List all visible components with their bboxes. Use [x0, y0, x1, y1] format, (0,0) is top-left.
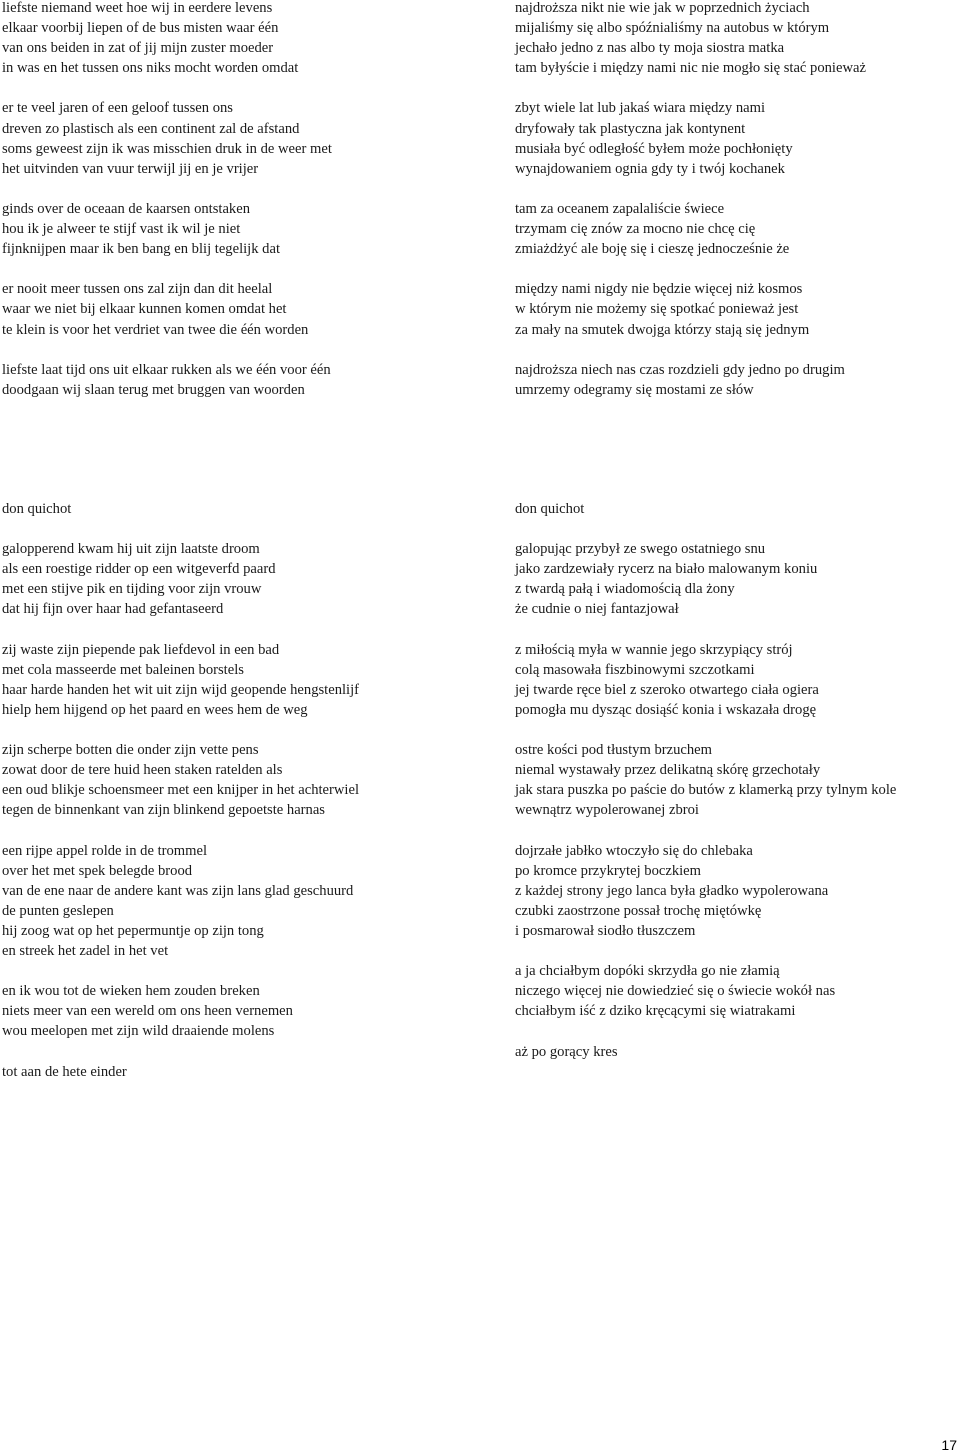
verse-line: i posmarował siodło tłuszczem [515, 922, 696, 939]
verse-line: pomogła mu dysząc dosiąść konia i wskazała drogę [515, 701, 817, 718]
verse-line: tot aan de hete einder [2, 1063, 127, 1080]
verse-line: met cola masseerde met baleinen borstels [2, 661, 244, 678]
verse-line: niemal wystawały przez delikatną skórę grzechotały [515, 762, 821, 779]
verse-line: czubki zaostrzone possał trochę miętówkę [515, 902, 762, 919]
verse-line: jechało jedno z nas albo ty moja siostra matka [515, 40, 785, 57]
verse-line: niczego więcej nie dowiedzieć się o świecie wokół nas [515, 983, 836, 1000]
verse-line: het uitvinden van vuur terwijl jij en je vrijer [2, 160, 259, 177]
verse-line: hou ik je alweer te stijf vast ik wil je niet [2, 221, 241, 238]
verse-line: galopując przybył ze swego ostatniego snu [515, 541, 766, 558]
verse-line: ginds over de oceaan de kaarsen ontstaken [2, 200, 250, 217]
stanza [515, 740, 955, 820]
verse-line: elkaar voorbij liepen of de bus misten waar één [2, 20, 279, 37]
verse-line: als een roestige ridder op een witgeverfd paard [2, 561, 276, 578]
verse-line: zowat door de tere huid heen staken ratelden als [2, 762, 283, 779]
verse-line: te klein is voor het verdriet van twee die één worden [2, 321, 309, 338]
verse-line: jako zardzewiały rycerz na biało malowanym koniu [515, 561, 818, 578]
verse-line: de punten geslepen [2, 902, 114, 919]
verse-line: hielp hem hijgend op het paard en wees hem de weg [2, 701, 308, 718]
verse-line: że cudnie o niej fantazjował [515, 601, 679, 618]
stanza [515, 1042, 955, 1062]
stanza [2, 98, 472, 178]
verse-line: wynajdowaniem ognia gdy ty i twój kochanek [515, 160, 785, 177]
verse-line: zmiażdżyć ale boję się i cieszę jednocześnie że [515, 241, 790, 258]
verse-line: trzymam cię znów za mocno nie chcę cię [515, 221, 756, 238]
verse-line: najdroższa nikt nie wie jak w poprzednich życiach [515, 0, 810, 16]
verse-line: een rijpe appel rolde in de trommel [2, 842, 208, 859]
stanza [2, 360, 472, 400]
poem1-polish-column [515, 0, 955, 420]
stanza [2, 539, 472, 619]
stanza [2, 279, 472, 339]
verse-line: a ja chciałbym dopóki skrzydła go nie złamią [515, 963, 780, 980]
verse-line: colą masowała fiszbinowymi szczotkami [515, 661, 755, 678]
verse-line: między nami nigdy nie będzie więcej niż kosmos [515, 281, 803, 298]
verse-line: po kromce przykrytej boczkiem [515, 862, 701, 879]
verse-line: zbyt wiele lat lub jakaś wiara między nami [515, 100, 766, 117]
verse-line: galopperend kwam hij uit zijn laatste droom [2, 541, 260, 558]
stanza [515, 0, 955, 78]
verse-line: niets meer van een wereld om ons heen vernemen [2, 1003, 293, 1020]
stanza [515, 98, 955, 178]
poem2-polish-column [515, 499, 955, 1082]
verse-line: tam za oceanem zapalaliście świece [515, 200, 725, 217]
verse-line: dat hij fijn over haar had gefantaseerd [2, 601, 224, 618]
stanza [2, 981, 472, 1041]
verse-line: liefste laat tijd ons uit elkaar rukken als we één voor één [2, 361, 331, 378]
verse-line: in was en het tussen ons niks mocht worden omdat [2, 60, 299, 77]
verse-line: waar we niet bij elkaar kunnen komen omdat het [2, 301, 287, 318]
verse-line: haar harde handen het wit uit zijn wijd geopende hengstenlijf [2, 681, 360, 698]
stanza [515, 961, 955, 1021]
poem2-dutch-column [2, 499, 472, 1102]
poem-title: don quichot [2, 501, 72, 517]
poem-title: don quichot [515, 501, 585, 517]
verse-line: dojrzałe jabłko wtoczyło się do chlebaka [515, 842, 753, 859]
verse-line: mijaliśmy się albo spóźnialiśmy na autobus w którym [515, 20, 830, 37]
verse-line: musiała być odległość byłem może pochłonięty [515, 140, 793, 157]
stanza [515, 360, 955, 400]
stanza [515, 279, 955, 339]
verse-line: fijnknijpen maar ik ben bang en blij tegelijk dat [2, 241, 281, 258]
page-number: 17 [941, 1437, 957, 1453]
verse-line: dryfowały tak plastyczna jak kontynent [515, 120, 746, 137]
stanza [515, 199, 955, 259]
verse-line: zijn scherpe botten die onder zijn vette pens [2, 742, 259, 759]
verse-line: soms geweest zijn ik was misschien druk in de weer met [2, 140, 332, 157]
verse-line: hij zoog wat op het pepermuntje op zijn tong [2, 922, 264, 939]
stanza [2, 0, 472, 78]
verse-line: en streek het zadel in het vet [2, 943, 169, 960]
stanza [515, 539, 955, 619]
verse-line: liefste niemand weet hoe wij in eerdere levens [2, 0, 273, 16]
verse-line: z każdej strony jego lanca była gładko wypolerowana [515, 882, 829, 899]
verse-line: z miłością myła w wannie jego skrzypiący strój [515, 641, 793, 658]
verse-line: van ons beiden in zat of jij mijn zuster moeder [2, 40, 274, 57]
verse-line: tam byłyście i między nami nic nie mogło się stać ponieważ [515, 60, 866, 77]
verse-line: wou meelopen met zijn wild draaiende molens [2, 1023, 275, 1040]
poem1-dutch-column [2, 0, 472, 420]
verse-line: met een stijve pik en tijding voor zijn vrouw [2, 581, 262, 598]
stanza [515, 640, 955, 720]
verse-line: chciałbym iść z dziko kręcącymi się wiatrakami [515, 1003, 796, 1020]
stanza [515, 841, 955, 941]
verse-line: er te veel jaren of een geloof tussen ons [2, 100, 233, 117]
verse-line: van de ene naar de andere kant was zijn lans glad geschuurd [2, 882, 354, 899]
verse-line: ostre kości pod tłustym brzuchem [515, 742, 712, 759]
verse-line: dreven zo plastisch als een continent zal de afstand [2, 120, 300, 137]
stanza [2, 740, 472, 820]
stanza [2, 199, 472, 259]
verse-line: jak stara puszka po paście do butów z klamerką przy tylnym kole [515, 782, 897, 799]
stanza [2, 640, 472, 720]
verse-line: zij waste zijn piepende pak liefdevol in een bad [2, 641, 280, 658]
verse-line: over het met spek belegde brood [2, 862, 193, 879]
verse-line: najdroższa niech nas czas rozdzieli gdy jedno po drugim [515, 361, 845, 378]
stanza [2, 841, 472, 962]
verse-line: wewnątrz wypolerowanej zbroi [515, 802, 699, 819]
verse-line: aż po gorący kres [515, 1043, 618, 1060]
verse-line: tegen de binnenkant van zijn blinkend gepoetste harnas [2, 802, 325, 819]
verse-line: w którym nie możemy się spotkać ponieważ jest [515, 301, 799, 318]
verse-line: jej twarde ręce biel z szeroko otwartego ciała ogiera [515, 681, 819, 698]
verse-line: umrzemy odegramy się mostami ze słów [515, 381, 754, 398]
verse-line: z twardą pałą i wiadomością dla żony [515, 581, 735, 598]
verse-line: er nooit meer tussen ons zal zijn dan dit heelal [2, 281, 273, 298]
verse-line: doodgaan wij slaan terug met bruggen van woorden [2, 381, 305, 398]
verse-line: en ik wou tot de wieken hem zouden breken [2, 983, 260, 1000]
verse-line: za mały na smutek dwojga którzy stają się jednym [515, 321, 810, 338]
verse-line: een oud blikje schoensmeer met een knijper in het achterwiel [2, 782, 360, 799]
stanza [2, 1062, 472, 1082]
